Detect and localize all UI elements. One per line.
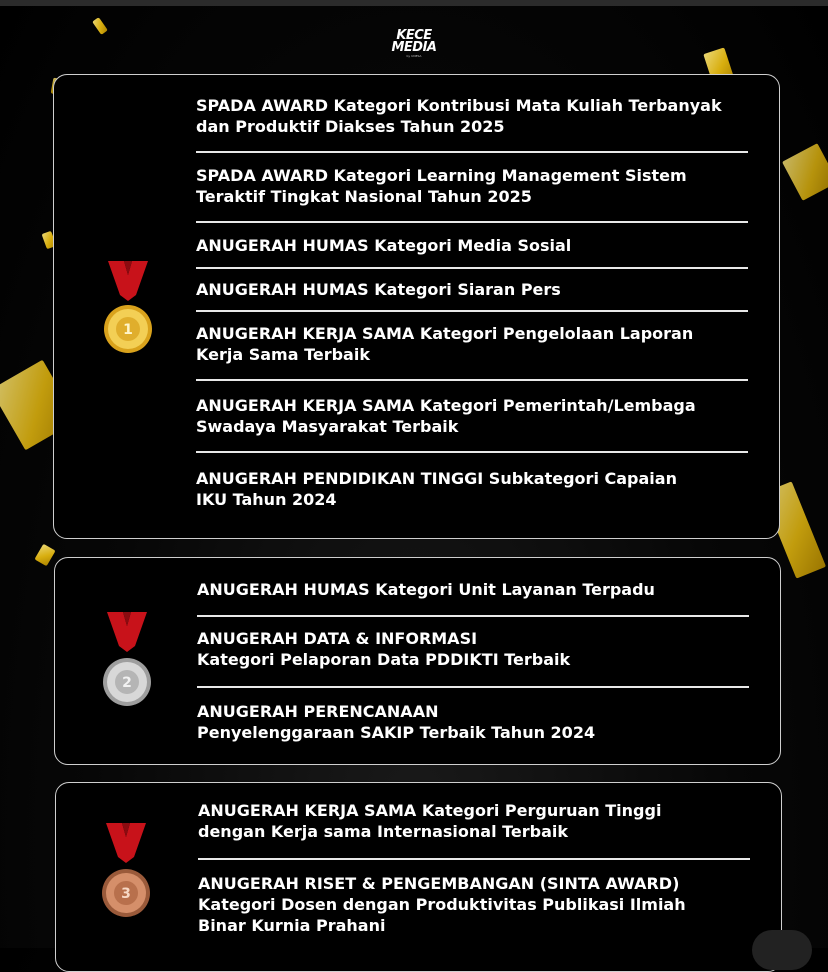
award-card-bronze — [55, 782, 782, 972]
award-item — [198, 800, 750, 842]
award-item-text: ANUGERAH PERENCANAAN Penyelenggaraan SAKIP Terbaik Tahun 2024 — [197, 702, 596, 742]
award-item-text: ANUGERAH PENDIDIKAN TINGGI Subkategori Capaian IKU Tahun 2024 — [196, 469, 677, 509]
divider — [196, 379, 748, 381]
award-item-text: SPADA AWARD Kategori Kontribusi Mata Kuliah Terbanyak dan Produktif Diakses Tahun 2025 — [196, 96, 722, 136]
award-item — [196, 468, 748, 510]
gold-medal-icon — [102, 261, 154, 361]
award-item — [196, 395, 748, 437]
award-item — [197, 579, 749, 600]
logo-tagline: by UNESA — [406, 54, 422, 58]
divider — [196, 151, 748, 153]
corner-overlay-button[interactable] — [752, 930, 812, 970]
award-item-text: ANUGERAH KERJA SAMA Kategori Pengelolaan Laporan Kerja Sama Terbaik — [196, 324, 694, 364]
award-card-gold — [53, 74, 780, 539]
award-item-text: ANUGERAH KERJA SAMA Kategori Pemerintah/Lembaga Swadaya Masyarakat Terbaik — [196, 396, 696, 436]
silver-medal-icon — [101, 612, 153, 712]
logo-line-2: MEDIA — [391, 40, 437, 55]
divider — [196, 451, 748, 453]
kece-media-logo — [384, 30, 444, 58]
confetti-piece — [34, 544, 55, 567]
award-item — [196, 235, 748, 256]
award-item-text: ANUGERAH HUMAS Kategori Siaran Pers — [196, 280, 561, 299]
divider — [198, 858, 750, 860]
top-bar — [0, 0, 828, 6]
award-item-text: ANUGERAH HUMAS Kategori Unit Layanan Terpadu — [197, 580, 655, 599]
award-item — [196, 323, 748, 365]
divider — [196, 267, 748, 269]
award-item-text: ANUGERAH DATA & INFORMASI Kategori Pelaporan Data PDDIKTI Terbaik — [197, 629, 571, 669]
divider — [196, 310, 748, 312]
confetti-piece — [782, 143, 828, 201]
divider — [197, 686, 749, 688]
award-item — [196, 279, 748, 300]
award-item — [197, 701, 749, 743]
medal-rank-label: 3 — [121, 886, 131, 902]
confetti-piece — [92, 17, 108, 35]
award-item-text: ANUGERAH KERJA SAMA Kategori Perguruan Tinggi dengan Kerja sama Internasional Terbaik — [198, 801, 662, 841]
award-item — [197, 628, 749, 670]
divider — [197, 615, 749, 617]
award-item-text: SPADA AWARD Kategori Learning Management Sistem Teraktif Tingkat Nasional Tahun 2025 — [196, 166, 687, 206]
medal-rank-label: 1 — [123, 322, 133, 338]
award-item — [196, 165, 748, 207]
award-item-text: ANUGERAH HUMAS Kategori Media Sosial — [196, 236, 572, 255]
divider — [196, 221, 748, 223]
bronze-medal-icon — [100, 823, 152, 923]
medal-rank-label: 2 — [122, 675, 132, 691]
award-item — [198, 873, 750, 936]
award-card-silver — [54, 557, 781, 765]
award-item-text: ANUGERAH RISET & PENGEMBANGAN (SINTA AWARD) Kategori Dosen dengan Produktivitas Publikasi Ilmiah Binar Kurnia Prahani — [198, 874, 686, 935]
award-item — [196, 95, 748, 137]
logo-line-1: KECE — [396, 28, 432, 43]
